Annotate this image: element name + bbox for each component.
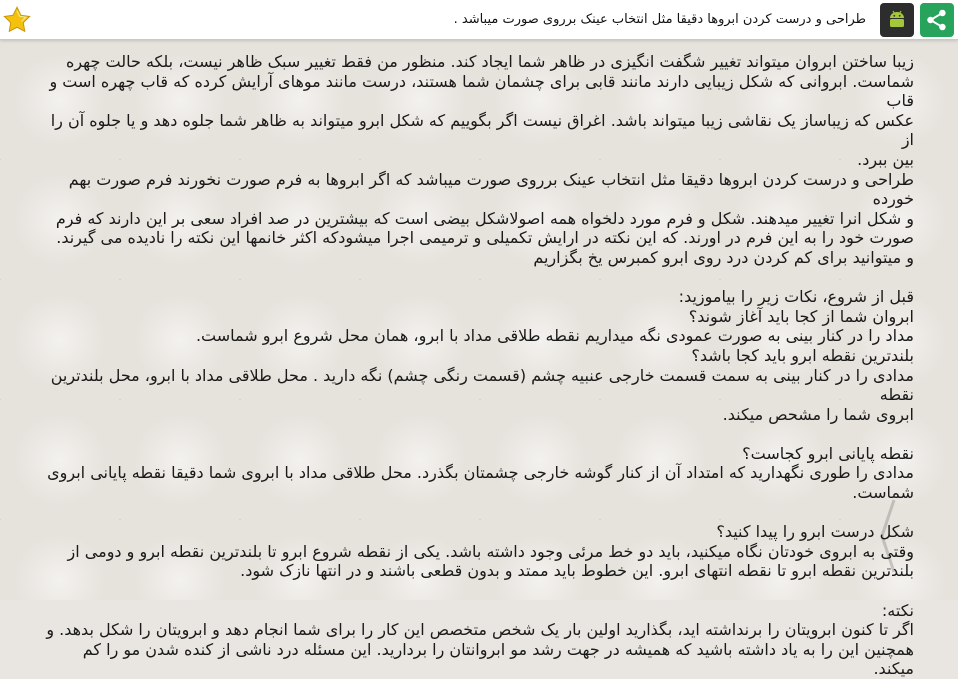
android-icon	[885, 8, 909, 32]
article-line: عکس که زیباساز یک نقاشی زیبا میتواند باشد. اغراق نیست اگر بگوییم که شکل ابرو میتواند به ظاهر شما جلوه دهد و یا جلوه آن را از	[50, 110, 914, 150]
article-line: ابروی شما را مشحص میکند.	[722, 404, 914, 424]
blank-line	[44, 581, 914, 601]
star-icon	[2, 5, 32, 35]
article-line: همچنین این را به یاد داشته باشید که همیشه در جهت رشد مو ابروانتان را بردارید. این مسئله درد ناشی از کنده شدن مو را کم میکند.	[82, 639, 914, 679]
article-line: مداد را در کنار بینی به صورت عمودی نگه میداریم نقطه طلاقی مداد با ابرو، همان محل شروع ابرو شماست.	[195, 326, 914, 346]
article-line: زیبا ساختن ابروان میتواند تغییر شگفت انگیزی در ظاهر شما ایجاد کند. منظور من فقط تغییر سبک ظاهر نیست، بلکه حالت چهره	[65, 52, 914, 71]
article-line: و میتوانید برای کم کردن درد روی ابرو کمبرس یخ بگزاریم	[533, 247, 914, 267]
article-line: قبل از شروع، نکات زیر را بیاموزید:	[678, 287, 914, 307]
article-line: بلندترین نقطه ابرو تا نقطه انتهای ابرو. این خطوط باید ممتد و بدون قطعی باشند و در انتها نازک شود.	[240, 561, 914, 581]
android-app-button[interactable]	[880, 3, 914, 37]
blank-line	[44, 268, 914, 288]
article-body	[44, 52, 914, 679]
article-line: شکل درست ابرو را پیدا کنید؟	[716, 522, 914, 542]
article-line: بین ببرد.	[857, 149, 914, 169]
page-title: طراحی و درست کردن ابروها دقیقا مثل انتخاب عینک برروی صورت میباشد .	[453, 12, 866, 27]
article-line: مدادی را در کنار بینی به سمت قسمت خارجی عنبیه چشم (قسمت رنگی چشم) نگه دارید . محل طلاقی مداد با ابرو، محل بلندترین نقطه	[50, 365, 914, 405]
article-line: نکته:	[881, 600, 914, 620]
blank-line	[44, 503, 914, 523]
article-line: بلندترین نقطه ابرو باید کجا باشد؟	[691, 345, 914, 365]
share-icon	[924, 7, 950, 33]
article-line: وقتی به ابروی خودتان نگاه میکنید، باید دو خط مرئی وجود داشته باشد. یکی از نقطه شروع ابرو تا بلندترین نقطه ابرو و دومی از	[67, 541, 914, 561]
article-line: شماست.	[852, 483, 914, 503]
article-line: مدادی را طوری نگهدارید که امتداد آن از کنار گوشه خارجی چشمتان بگذرد. محل طلاقی مداد با ابروی شما دقیقا نقطه پایانی ابروی	[47, 463, 914, 483]
favorite-button[interactable]	[0, 2, 34, 38]
share-button[interactable]	[920, 3, 954, 37]
article-line: ابروان شما از کجا باید آغاز شوند؟	[688, 306, 914, 326]
blank-line	[44, 424, 914, 444]
app-toolbar	[0, 0, 958, 40]
article-line: صورت خود را به این فرم در اورند. که این نکته در ارایش تکمیلی و ترمیمی اجرا میشودکه اکثر خانمها این نکته را نادیده می گیرند.	[56, 228, 914, 248]
article-line: شماست. ابروانی که شکل زیبایی دارند مانند قابی برای چشمان شما هستند، درست مانند موهای آرایش کرده که قاب چهره است و قاب	[49, 71, 914, 111]
article-line: نقطه پایانی ابرو کجاست؟	[742, 443, 914, 463]
article-line: و شکل انرا تغییر میدهند. شکل و فرم مورد دلخواه همه اصولاشکل بیضی است که بیشترین در صد افراد سعی بر این دارند که فرم	[55, 208, 914, 228]
article-line: اگر تا کنون ابرویتان را برنداشته اید، بگذارید اولین بار یک شخص متخصص این کار را برای شما انجام دهد و ابرویتان را شکل بدهد. و	[46, 620, 914, 640]
article-line: طراحی و درست کردن ابروها دقیقا مثل انتخاب عینک برروی صورت میباشد که اگر ابروها به فرم صورت نخورند فرم صورت بهم خورده	[68, 169, 914, 209]
